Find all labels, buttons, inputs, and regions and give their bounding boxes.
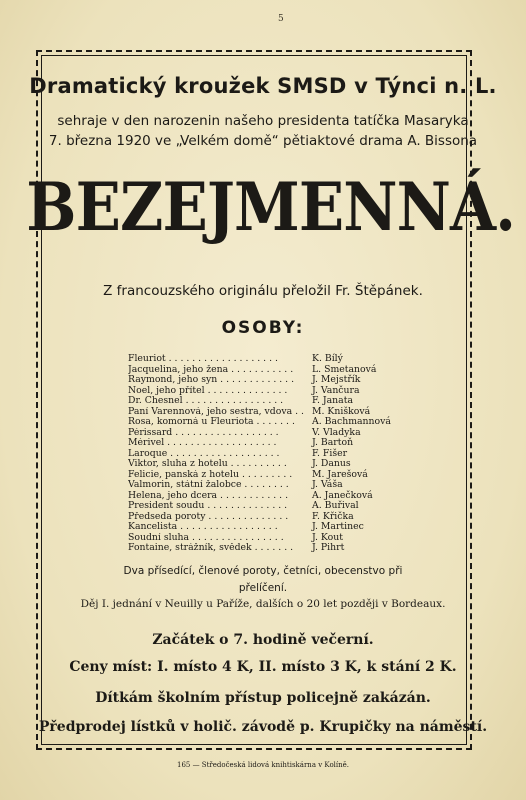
intro-line-2: 7. března 1920 ve „Velkém domě“ pětiaktové drama A. Bissona bbox=[48, 133, 478, 149]
cast-role: Noel, jeho přítel . . . . . . . . . . . . . . bbox=[128, 385, 288, 396]
cast-row bbox=[128, 543, 418, 554]
cast-row bbox=[128, 375, 418, 386]
cast-role: Předseda poroty . . . . . . . . . . . . . . bbox=[128, 511, 289, 522]
cast-actor: J. Martinec bbox=[312, 521, 364, 532]
cast-role: Helena, jeho dcera . . . . . . . . . . . . bbox=[128, 490, 289, 501]
cast-role: Felicie, panská z hotelu . . . . . . . . . bbox=[128, 469, 293, 480]
cast-actor: A. Buřival bbox=[312, 500, 359, 511]
cast-actor: J. Váša bbox=[312, 479, 343, 490]
cast-role: Kancelista . . . . . . . . . . . . . . . . . bbox=[128, 522, 278, 532]
cast-actor: J. Pihrt bbox=[312, 542, 345, 553]
cast-actor: J. Danus bbox=[312, 458, 351, 469]
cast-row bbox=[128, 354, 418, 365]
cast-row bbox=[128, 470, 418, 481]
cast-role: Fontaine, strážník, svědek . . . . . . . bbox=[128, 543, 294, 553]
printer-credit: 165 — Středočeská lidová knihtiskárna v Kolíně. bbox=[176, 761, 350, 769]
cast-row bbox=[128, 417, 418, 428]
ticket-prices: Ceny míst: I. místo 4 K, II. místo 3 K, k stání 2 K. bbox=[69, 659, 457, 675]
cast-row bbox=[128, 491, 418, 502]
cast-row bbox=[128, 501, 418, 512]
page-mark: 5 bbox=[278, 14, 284, 24]
setting-note: Děj I. jednání v Neuilly u Paříže, dalších o 20 let později v Bordeaux. bbox=[80, 598, 446, 610]
cast-actor: A. Janečková bbox=[312, 489, 373, 501]
cast-role: Périssard . . . . . . . . . . . . . . . . . . bbox=[128, 427, 279, 438]
cast-row bbox=[128, 533, 418, 544]
presale-notice: Předprodej lístků v holič. závodě p. Krupičky na náměstí. bbox=[38, 719, 488, 735]
cast-role: Valmorin, státní žalobce . . . . . . . . bbox=[128, 480, 289, 490]
cast-role: Laroque . . . . . . . . . . . . . . . . . . . bbox=[128, 448, 280, 459]
translation-credit: Z francouzského originálu přeložil Fr. Štěpánek. bbox=[103, 283, 423, 299]
cast-row bbox=[128, 386, 418, 397]
cast-heading: OSOBY: bbox=[221, 318, 305, 338]
cast-actor: F. Fišer bbox=[312, 447, 348, 459]
extras-line-2: přelíčení. bbox=[238, 582, 288, 594]
cast-role: Fleuriot . . . . . . . . . . . . . . . . . . . bbox=[128, 354, 278, 364]
start-time: Začátek o 7. hodině večerní. bbox=[152, 632, 374, 648]
cast-row bbox=[128, 480, 418, 491]
intro-line-1: sehraje v den narozenin našeho presidenta tatíčka Masaryka bbox=[57, 113, 469, 129]
cast-actor: L. Smetanová bbox=[312, 363, 377, 375]
cast-row bbox=[128, 365, 418, 376]
cast-role: Dr. Chesnel . . . . . . . . . . . . . . . . . bbox=[128, 396, 284, 406]
club-name: Dramatický kroužek SMSD v Týnci n. L. bbox=[29, 74, 497, 98]
cast-role: Mérivel . . . . . . . . . . . . . . . . . . . bbox=[128, 438, 277, 448]
cast-actor: J. Kout bbox=[312, 531, 343, 543]
cast-actor: J. Vančura bbox=[312, 384, 360, 396]
cast-actor: F. Křička bbox=[312, 510, 354, 522]
cast-actor: F. Janata bbox=[312, 395, 353, 406]
cast-actor: M. Knišková bbox=[312, 405, 371, 417]
cast-actor: V. Vladyka bbox=[312, 426, 361, 438]
cast-role: President soudu . . . . . . . . . . . . . . bbox=[128, 501, 288, 511]
cast-row bbox=[128, 522, 418, 533]
cast-actor: J. Mejstřík bbox=[312, 374, 361, 385]
cast-role: Raymond, jeho syn . . . . . . . . . . . . . bbox=[128, 375, 295, 385]
extras-line-1: Dva přísedící, členové poroty, četníci, obecenstvo při bbox=[123, 565, 403, 577]
cast-actor: J. Bartoň bbox=[312, 437, 354, 448]
cast-role: Paní Varennová, jeho sestra, vdova . . bbox=[128, 406, 304, 417]
cast-actor: K. Bílý bbox=[312, 353, 343, 364]
cast-role: Jacquelina, jeho žena . . . . . . . . . . . bbox=[128, 364, 294, 375]
cast-role: Viktor, sluha z hotelu . . . . . . . . . . bbox=[128, 459, 287, 469]
cast-actor: A. Bachmannová bbox=[312, 416, 391, 427]
cast-row bbox=[128, 438, 418, 449]
cast-row bbox=[128, 449, 418, 460]
extras-note bbox=[0, 563, 526, 597]
cast-actor: M. Jarešová bbox=[312, 468, 368, 480]
play-title: BEZEJMENNÁ. bbox=[26, 168, 516, 246]
children-notice: Dítkám školním přístup policejně zakázán. bbox=[95, 690, 431, 706]
cast-list bbox=[128, 354, 418, 554]
cast-role: Soudní sluha . . . . . . . . . . . . . . . . bbox=[128, 532, 284, 543]
cast-row bbox=[128, 459, 418, 470]
cast-row bbox=[128, 512, 418, 523]
cast-role: Rosa, komorná u Fleuriota . . . . . . . bbox=[128, 417, 295, 427]
cast-row bbox=[128, 428, 418, 439]
cast-row bbox=[128, 396, 418, 407]
